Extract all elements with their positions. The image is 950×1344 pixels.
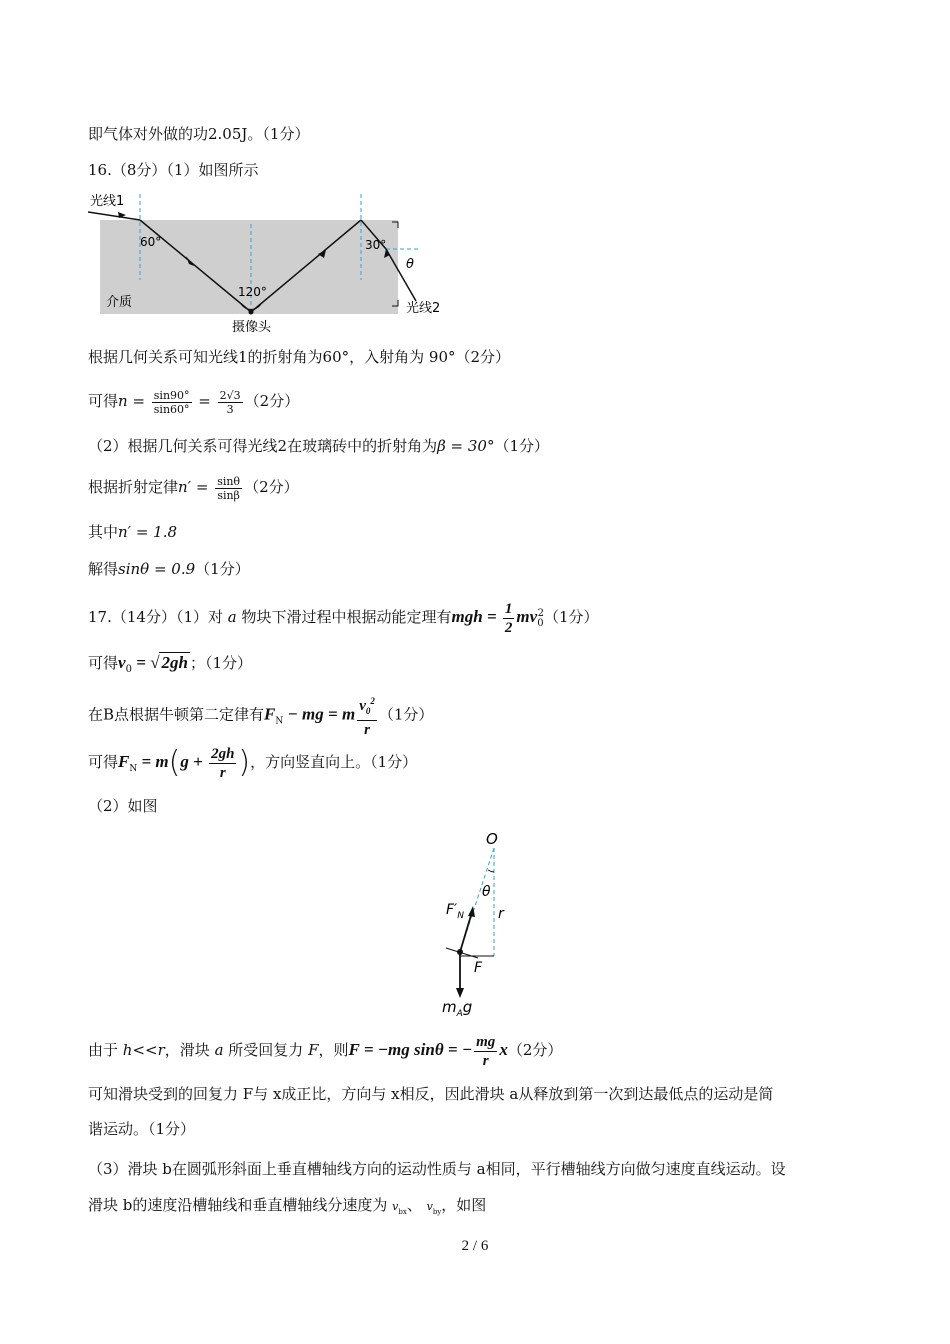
page-number: 2 / 6: [461, 1238, 489, 1254]
force-diagram: [430, 826, 530, 1022]
text-sintheta-result: 解得sinθ = 0.9（1分）: [88, 560, 250, 578]
frac-2root3-3: $\frac{2√3}{3}$: [219, 388, 241, 416]
label-medium: 介质: [106, 295, 133, 310]
ray1-incident: [88, 212, 140, 220]
text-refractive-index: 可得n = $\frac{\sin 90^\circ}{\sin 60^\circ}$ = $\frac{2√3}{3}$ （2分）: [88, 388, 300, 416]
text-snell-law: 根据折射定律n′ = $\frac{\sin\theta}{\sin\beta}$ （2分）: [88, 474, 299, 502]
text-velocity-components: 滑块 b的速度沿槽轴线和垂直槽轴线分速度为 $v_{bx}$、 $v_{by}$，如图: [88, 1196, 487, 1216]
camera-dot: [249, 310, 254, 315]
text-shm-conclusion-end: 谐运动。（1分）: [88, 1120, 196, 1138]
frac-v0sq-r: $\frac{v_0^2}{r}$: [357, 692, 377, 739]
theta-arc: [488, 870, 494, 872]
label-mAg: $m_Ag$: [442, 998, 473, 1019]
text-v0-result: 可得$v_0$ = √ 2gh ；（1分）: [88, 653, 252, 675]
gravity-head: [456, 988, 464, 998]
text-fn-result: 可得$F_N = m(g$ + $\frac{2gh}{r}$ )，方向竖直向上。（1分）: [88, 745, 418, 781]
label-r: r: [498, 906, 504, 922]
text-refraction-angle-ray1: 根据几何关系可知光线1的折射角为60°，入射角为 90°（2分）: [88, 348, 511, 366]
text-part3-intro: （3）滑块 b在圆弧形斜面上垂直槽轴线方向的运动性质与 a相同，平行槽轴线方向做匀速度直线运动。设: [88, 1160, 786, 1178]
label-camera: 摄像头: [232, 320, 272, 335]
frac-one-half: $\frac{1}{2}$: [504, 600, 513, 636]
label-O: O: [486, 830, 498, 848]
text-shm-conclusion: 可知滑块受到的回复力 F与 x成正比，方向与 x相反，因此滑块 a从释放到第一次到达最低点的运动是简: [88, 1085, 774, 1103]
mass-point: [457, 949, 463, 955]
text-q16-header: 16.（8分）（1）如图所示: [88, 161, 259, 179]
text-q17-energy: 17.（14分）（1）对 a 物块下滑过程中根据动能定理有mgh = $\frac{1}{2}$ $mv_0^2(1$分）: [88, 600, 599, 636]
label-angle-30: 30°: [365, 238, 387, 252]
frac-mg-r: $\frac{mg}{r}$: [476, 1033, 496, 1069]
text-newton-second-law: 在B点根据牛顿第二定律有$F_N$ − mg = m $\frac{v_0^2}{r}$ （1分）: [88, 692, 433, 742]
text-restoring-force: 由于 h<<r，滑块 a 所受回复力 F，则F = −mg sinθ = − $\frac{mg}{r}$ x（2分）: [88, 1033, 563, 1069]
refraction-diagram: [88, 188, 468, 338]
label-theta: θ: [406, 257, 414, 272]
text-work-done: 即气体对外做的功2.05J。（1分）: [88, 125, 310, 143]
label-theta-fig2: θ: [482, 884, 491, 900]
label-FN: $F'_N$: [446, 902, 464, 921]
label-angle-120: 120°: [238, 285, 267, 299]
text-part2-figure: （2）如图: [88, 797, 158, 815]
text-refraction-angle-ray2: （2）根据几何关系可得光线2在玻璃砖中的折射角为β = 30°（1分）: [88, 437, 550, 455]
frac-sintheta-sinbeta: $\frac{\sin\theta}{\sin\beta}$: [217, 474, 241, 502]
normal-force-head: [468, 906, 475, 917]
frac-2gh-r: $\frac{2gh}{r}$: [211, 745, 235, 781]
label-F: F: [474, 960, 483, 976]
frac-sin90-sin60: $\frac{\sin 90^\circ}{\sin 60^\circ}$: [153, 388, 190, 416]
label-angle-60: 60°: [140, 235, 162, 249]
label-ray1: 光线1: [90, 194, 125, 209]
label-ray2: 光线2: [406, 301, 441, 316]
text-n-prime-value: 其中n′ = 1.8: [88, 523, 178, 541]
